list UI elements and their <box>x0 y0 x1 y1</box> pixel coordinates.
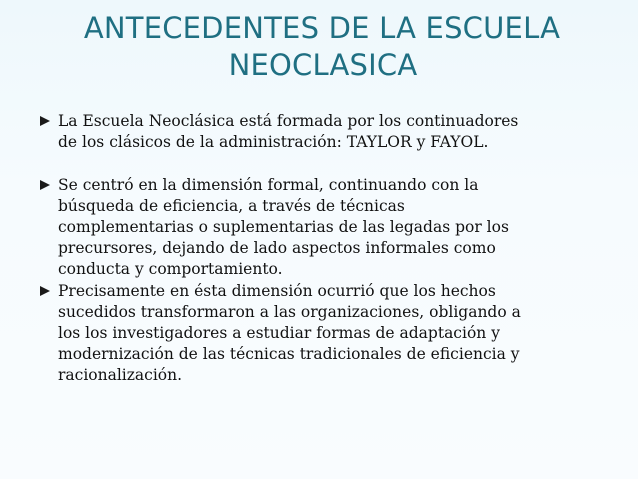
arrow-bullet-icon <box>40 180 50 190</box>
bullet-line: conducta y comportamiento. <box>58 260 283 278</box>
bullet-line: Se centró en la dimensión formal, continuando con la <box>58 176 479 194</box>
bullet-line: Precisamente en ésta dimensión ocurrió que los hechos <box>58 282 496 300</box>
bullet-line: los los investigadores a estudiar formas de adaptación y <box>58 324 500 342</box>
bullet-line: La Escuela Neoclásica está formada por los continuadores <box>58 112 519 130</box>
bullet-line: racionalización. <box>58 366 183 384</box>
bullet-line: complementarias o suplementarias de las legadas por los <box>58 218 509 236</box>
title-line-2: NEOCLASICA <box>228 48 418 82</box>
bullet-item <box>40 175 600 280</box>
bullet-line: modernización de las técnicas tradicionales de eficiencia y <box>58 345 520 363</box>
bullet-text <box>58 111 600 153</box>
bullet-line: precursores, dejando de lado aspectos informales como <box>58 239 496 257</box>
bullet-text <box>58 281 600 386</box>
bullet-item <box>40 281 600 386</box>
arrow-bullet-icon <box>40 116 50 126</box>
bullet-list <box>40 111 600 386</box>
arrow-bullet-icon <box>40 286 50 296</box>
bullet-line: de los clásicos de la administración: TAYLOR y FAYOL. <box>58 133 489 151</box>
bullet-line: sucedidos transformaron a las organizaciones, obligando a <box>58 303 521 321</box>
title-line-1: ANTECEDENTES DE LA ESCUELA <box>83 11 561 45</box>
bullet-text <box>58 175 600 280</box>
slide-title <box>0 10 638 84</box>
bullet-line: búsqueda de eficiencia, a través de técnicas <box>58 197 405 215</box>
bullet-item <box>40 111 600 153</box>
